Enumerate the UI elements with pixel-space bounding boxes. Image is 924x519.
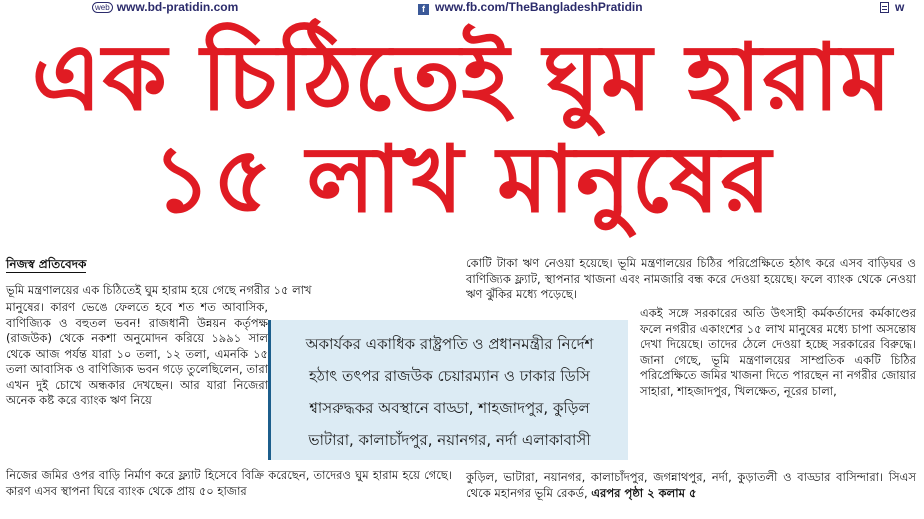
- pull-quote-line: হঠাৎ তৎপর রাজউক চেয়ারম্যান ও ঢাকার ডিসি: [309, 367, 590, 385]
- left-column-text: মানুষের। কারণ ভেঙে ফেলতে হবে শত শত আবাসিক, বাণিজ্যিক ও বহুতল ভবন! রাজধানী উন্নয়ন কর্তৃপক্ষ (রাজউক) থেকে নকশা অনুমোদন করিয়ে ১৯৯১ সাল থেকে আজ পর্যন্ত যারা ১০ তলা, ১২ তলা, এমনকি ১৫ তলা আবাসিক ও বাণিজ্যিক ভবন গড়ে তুলেছিলেন, তারা এখন দুই চোখে অন্ধকার দেখছেন। আর যারা নিজেরা অনেক কষ্ট করে ব্যাংক ঋণ নিয়ে: [6, 300, 268, 407]
- facebook-link[interactable]: [418, 0, 643, 15]
- facebook-icon: f: [418, 4, 429, 15]
- pull-quote-line: শ্বাসরুদ্ধকর অবস্থানে বাড্ডা, শাহজাদপুর, কুড়িল: [309, 399, 590, 417]
- document-icon: [880, 2, 889, 13]
- web-badge: web: [92, 2, 113, 13]
- continued-jump[interactable]: এরপর পৃষ্ঠা ২ কলাম ৫: [591, 485, 697, 500]
- article-lead: [6, 283, 452, 299]
- lead-text: ভূমি মন্ত্রণালয়ের এক চিঠিতেই ঘুম হারাম হয়ে গেছে নগরীর ১৫ লাখ: [6, 283, 312, 297]
- partial-link-text: w: [895, 0, 905, 14]
- pull-quote: [268, 320, 628, 460]
- headline-line-2: ১৫ লাখ মানুষের: [151, 126, 773, 233]
- right-top-text: কোটি টাকা ঋণ নেওয়া হয়েছে। ভূমি মন্ত্রণালয়ের চিঠির পরিপ্রেক্ষিতে হঠাৎ করে এসব বাড়িঘর ও বাণিজ্যিক ফ্ল্যাট, স্থাপনার খাজনা এবং নামজারি বন্ধ করে দেওয়া হয়েছে। ফলে ব্যাংক থেকে নেওয়া ঋণ ঝুঁকির মধ্যে পড়েছে।: [466, 256, 916, 301]
- website-link[interactable]: [92, 0, 238, 14]
- article-right-column: [640, 306, 916, 399]
- facebook-url: www.fb.com/TheBangladeshPratidin: [435, 0, 643, 14]
- right-column-text: একই সঙ্গে সরকারের অতি উৎসাহী কর্মকর্তাদের কর্মকাণ্ডের ফলে নগরীর একাংশের ১৫ লাখ মানুষের মধ্যে চাপা অসন্তোষ দেখা দিয়েছে। তাদের ঠেলে দেওয়া হচ্ছে সরকারের বিরুদ্ধে। জানা গেছে, ভূমি মন্ত্রণালয়ের সাম্প্রতিক একটি চিঠির পরিপ্রেক্ষিতে জমির খাজনা দিতে পারছেন না নগরীর জোয়ার সাহারা, শাহজাদপুর, খিলক্ষেত, নূরের চালা,: [640, 306, 916, 398]
- article-left-column: [6, 300, 268, 409]
- pull-quote-line: ভাটারা, কালাচাঁদপুর, নয়ানগর, নর্দা এলাকাবাসী: [308, 431, 591, 449]
- right-bottom-body: কুড়িল, ভাটারা, নয়ানগর, কালাচাঁদপুর, জগন্নাথপুর, নর্দা, কুড়াতলী ও বাড্ডার বাসিন্দারা। সিএস থেকে মহানগর ভূমি রেকর্ড,: [466, 470, 916, 500]
- right-bottom-text: [466, 470, 916, 501]
- top-bar: [0, 0, 924, 14]
- website-url: www.bd-pratidin.com: [116, 0, 239, 14]
- pull-quote-line: অকার্যকর একাধিক রাষ্ট্রপতি ও প্রধানমন্ত্রীর নির্দেশ: [305, 335, 594, 353]
- article-left-bottom: [6, 468, 452, 499]
- left-bottom-text: নিজের জমির ওপর বাড়ি নির্মাণ করে ফ্ল্যাট হিসেবে বিক্রি করেছেন, তাদেরও ঘুম হারাম হয়ে গেছে। কারণ এসব স্থাপনা ঘিরে ব্যাংক থেকে প্রায় ৫০ হাজার: [6, 468, 452, 498]
- article-right-top: [466, 256, 916, 303]
- byline: নিজস্ব প্রতিবেদক: [6, 257, 87, 271]
- article-right-bottom: [466, 470, 916, 501]
- partial-link: [880, 0, 904, 14]
- headline-line-1: এক চিঠিতেই ঘুম হারাম: [31, 24, 893, 131]
